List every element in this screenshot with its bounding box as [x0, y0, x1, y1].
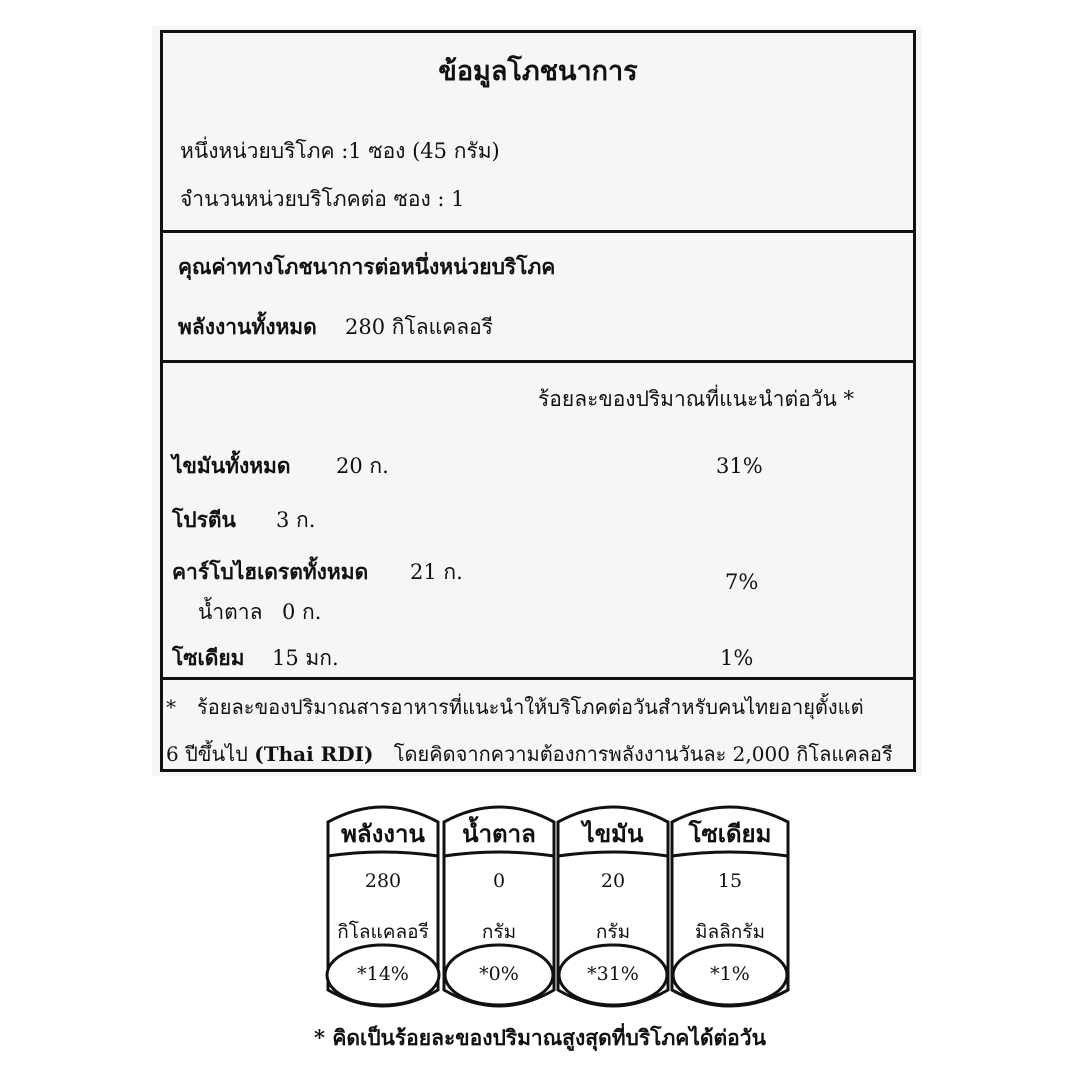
serving-size: หนึ่งหน่วยบริโภค :1 ซอง (45 กรัม) [180, 139, 500, 163]
gda-barrel-energy [322, 800, 444, 1020]
gda-name: โซเดียม [688, 819, 772, 848]
energy-label: พลังงานทั้งหมด [178, 314, 317, 339]
nutrient-name: ไขมันทั้งหมด [172, 453, 291, 478]
gda-name: พลังงาน [341, 819, 425, 848]
nutrient-amount: 20 ก. [336, 454, 389, 478]
nutrient-name: น้ำตาล [198, 600, 263, 624]
gda-panel [0, 800, 1080, 1025]
gda-barrel-sugar [440, 800, 558, 1020]
gda-unit: มิลลิกรัม [694, 921, 766, 943]
gda-value: 20 [600, 870, 626, 892]
energy-value: 280 กิโลแคลอรี [345, 315, 493, 339]
gda-value: 15 [717, 870, 743, 892]
gda-percent: *31% [587, 963, 639, 985]
gda-percent: *0% [479, 963, 519, 985]
nutrient-percent: 31% [716, 454, 763, 478]
gda-percent: *14% [357, 963, 409, 985]
rdi-heading: ร้อยละของปริมาณที่แนะนำต่อวัน * [538, 387, 855, 411]
label-title: ข้อมูลโภชนาการ [438, 56, 638, 87]
footnote-age: 6 ปีขึ้นไป [166, 742, 248, 766]
gda-unit: กิโลแคลอรี [337, 921, 429, 943]
gda-value: 0 [492, 870, 506, 892]
divider [160, 360, 916, 363]
gda-footnote: * คิดเป็นร้อยละของปริมาณสูงสุดที่บริโภคได้ต่อวัน [314, 1025, 766, 1050]
nutrient-name: โซเดียม [172, 645, 245, 670]
gda-barrel-fat [554, 800, 672, 1020]
nutrient-name: คาร์โบไฮเดรตทั้งหมด [172, 559, 369, 584]
nutrient-amount: 15 มก. [272, 646, 339, 670]
nutrient-percent: 1% [720, 646, 754, 670]
footnote-line-1: ร้อยละของปริมาณสารอาหารที่แนะนำให้บริโภคต่อวันสำหรับคนไทยอายุตั้งแต่ [197, 695, 864, 719]
divider [160, 230, 916, 233]
gda-barrel-sodium [668, 800, 792, 1020]
gda-unit: กรัม [481, 921, 517, 943]
nutrient-amount: 0 ก. [282, 600, 322, 624]
gda-name: ไขมัน [582, 819, 644, 848]
nutrient-amount: 3 ก. [276, 508, 316, 532]
nutrient-name: โปรตีน [172, 507, 236, 532]
footnote-star: * [166, 695, 176, 719]
gda-unit: กรัม [595, 921, 631, 943]
nutrient-amount: 21 ก. [410, 560, 463, 584]
per-serving-heading: คุณค่าทางโภชนาการต่อหนึ่งหน่วยบริโภค [178, 254, 556, 279]
gda-value: 280 [364, 870, 402, 892]
footnote-line-2 [166, 740, 893, 768]
footnote-thai-rdi: (Thai RDI) [254, 742, 374, 766]
footnote-energy-basis: โดยคิดจากความต้องการพลังงานวันละ 2,000 กิโลแคลอรี [393, 742, 893, 766]
gda-percent: *1% [710, 963, 750, 985]
gda-name: น้ำตาล [462, 819, 536, 848]
nutrient-percent: 7% [725, 570, 759, 594]
divider [160, 677, 916, 680]
servings-per-pack: จำนวนหน่วยบริโภคต่อ ซอง : 1 [180, 187, 465, 211]
